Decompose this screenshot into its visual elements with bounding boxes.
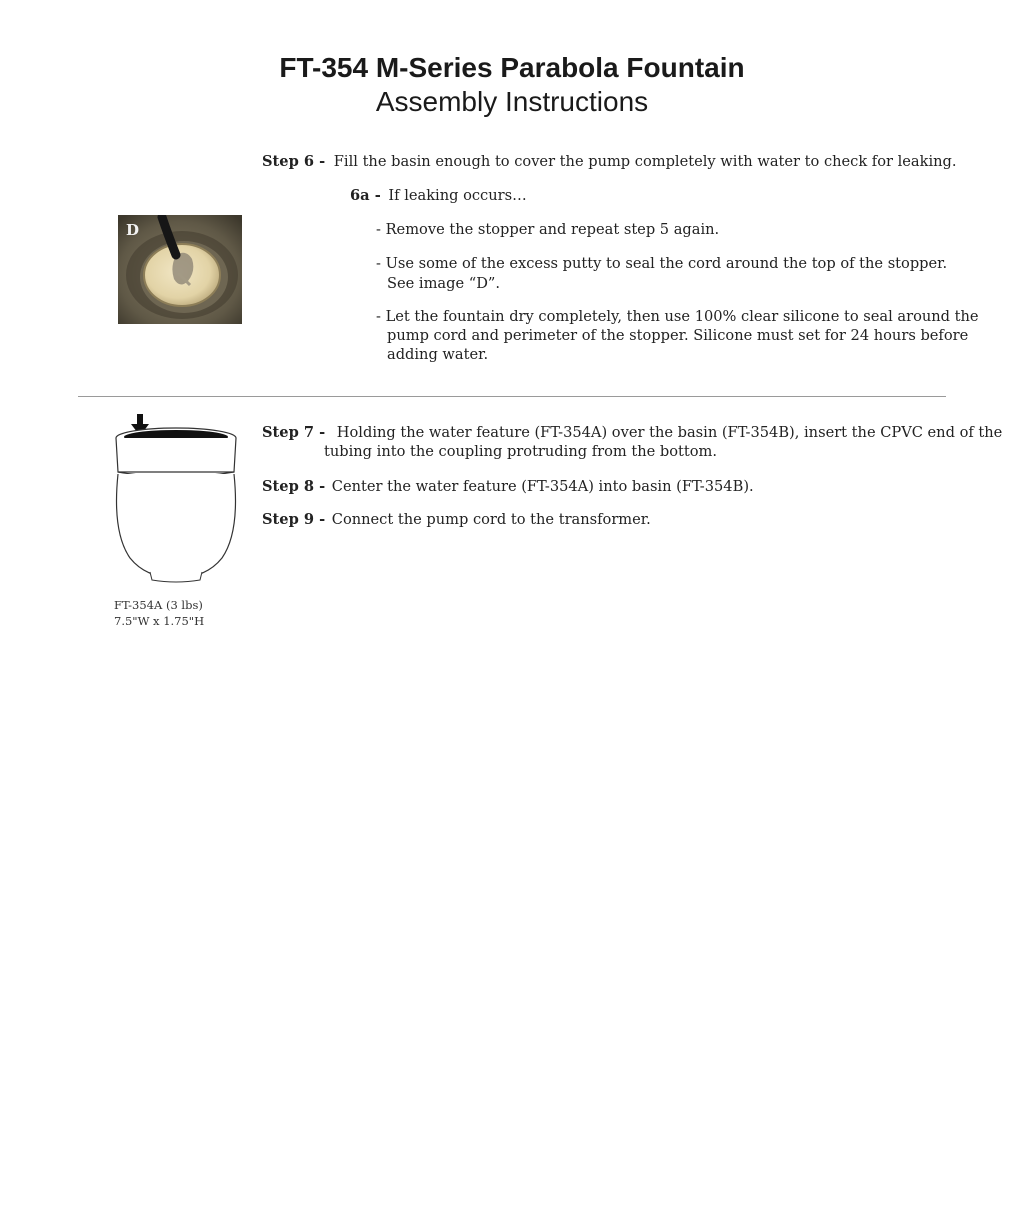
step-6a-text: If leaking occurs… <box>388 187 527 204</box>
bullet-3-line-1: - Let the fountain dry completely, then use 100% clear silicone to seal around the <box>376 308 979 325</box>
step-7-label: Step 7 - <box>262 424 326 441</box>
image-label-d: D <box>126 221 140 239</box>
page-title: FT-354 M-Series Parabola Fountain <box>279 52 745 83</box>
page-subtitle: Assembly Instructions <box>375 86 649 117</box>
step-9-text: Connect the pump cord to the transformer. <box>331 511 651 528</box>
step-8-label: Step 8 - <box>262 478 326 495</box>
step-6-text: Fill the basin enough to cover the pump completely with water to check for leaking. <box>333 153 957 170</box>
fountain-drawing <box>108 412 248 592</box>
step-9 <box>262 510 651 530</box>
step-7-line-1: Holding the water feature (FT-354A) over the basin (FT-354B), insert the CPVC end of the <box>336 424 1003 441</box>
step-6 <box>262 152 957 172</box>
step-8-text: Center the water feature (FT-354A) into basin (FT-354B). <box>331 478 754 495</box>
step-7-line-2: tubing into the coupling protruding from the bottom. <box>324 443 717 460</box>
stopper-photo <box>118 215 242 324</box>
product-caption-1: FT-354A (3 lbs) <box>114 598 203 612</box>
bullet-3-line-3: adding water. <box>387 346 489 363</box>
bullet-1-line-1: - Remove the stopper and repeat step 5 again. <box>376 221 720 238</box>
bullet-2-line-2: See image “D”. <box>387 275 500 292</box>
bullet-3-line-2: pump cord and perimeter of the stopper. Silicone must set for 24 hours before <box>387 327 969 344</box>
bullet-2-line-1: - Use some of the excess putty to seal the cord around the top of the stopper. <box>376 255 948 272</box>
step-6a <box>350 186 527 206</box>
product-caption-2: 7.5"W x 1.75"H <box>114 614 205 628</box>
step-6a-label: 6a - <box>350 187 381 204</box>
step-9-label: Step 9 - <box>262 511 326 528</box>
section-divider <box>78 396 946 397</box>
step-6-label: Step 6 - <box>262 153 326 170</box>
step-7 <box>262 423 1002 443</box>
step-8 <box>262 477 754 497</box>
